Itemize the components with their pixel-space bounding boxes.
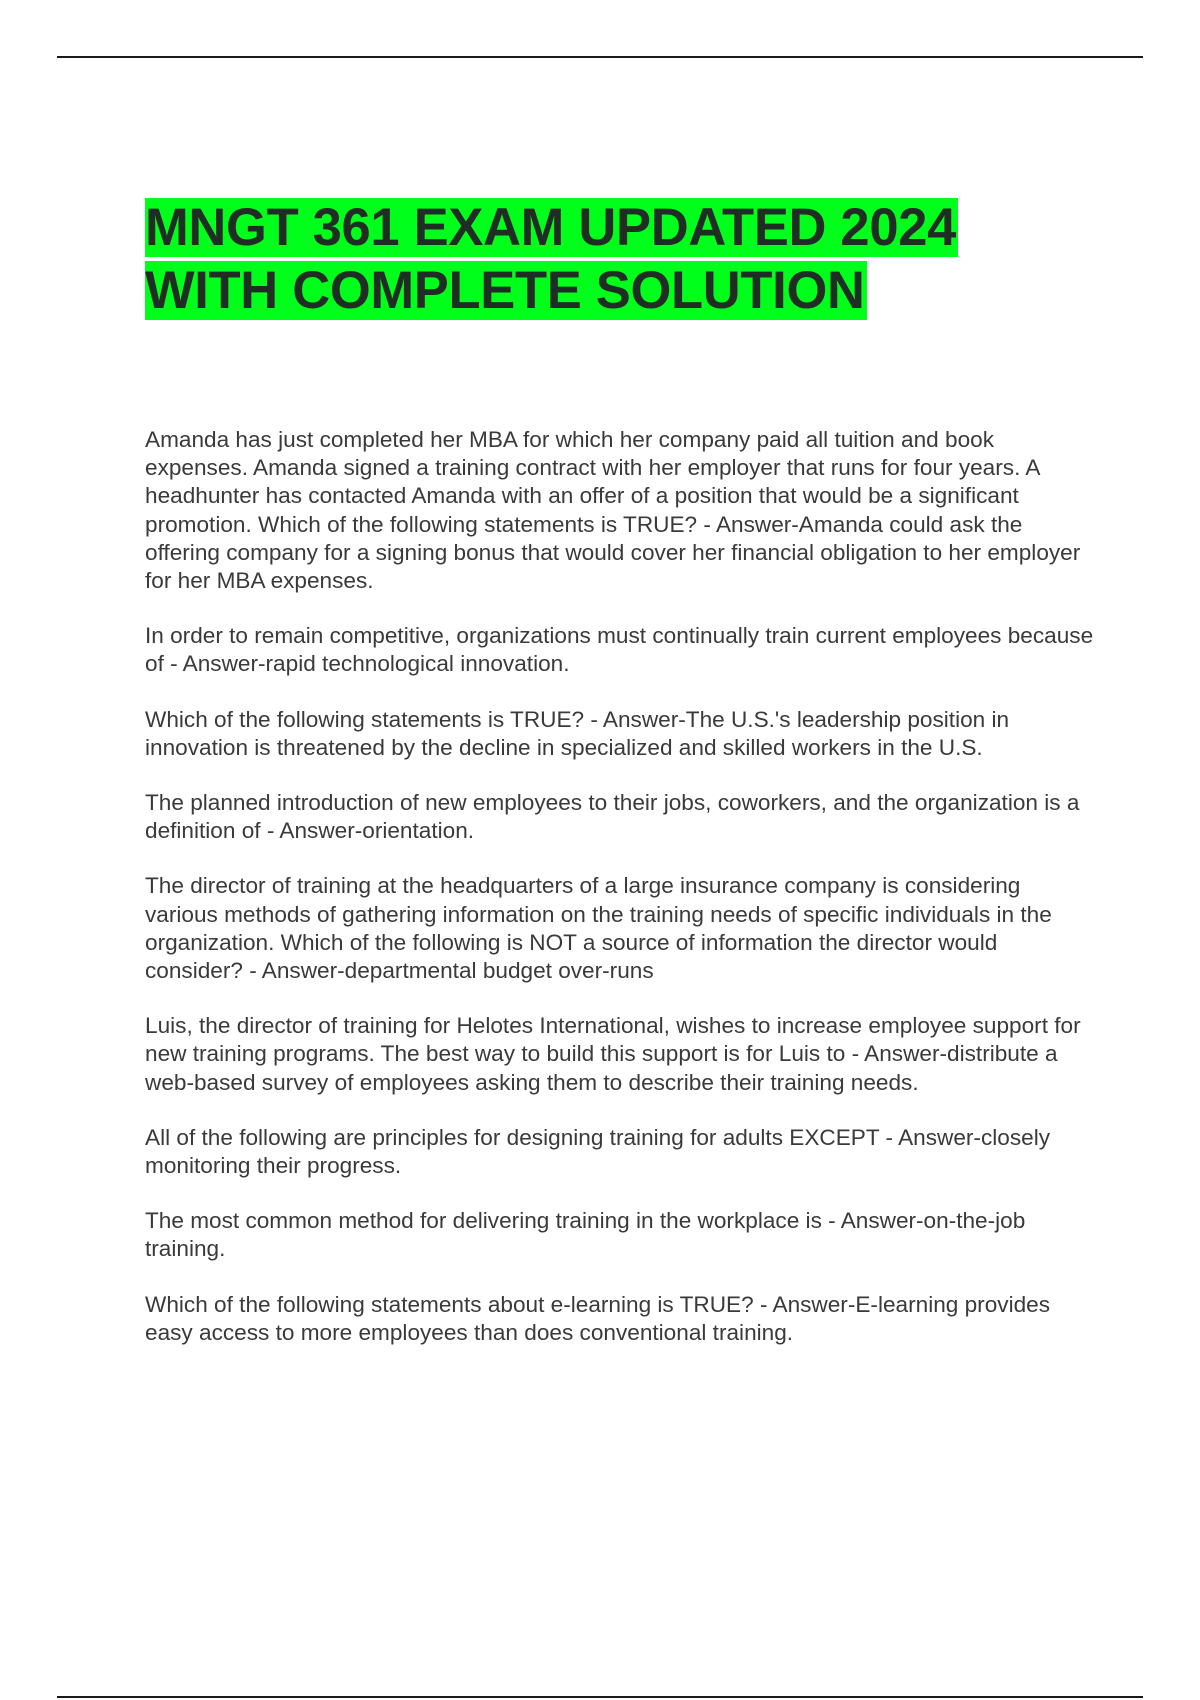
qa-paragraph: All of the following are principles for designing training for adults EXCEPT - Answer-closely monitoring their progress. [145, 1124, 1051, 1179]
qa-list [145, 426, 1095, 1347]
top-rule [57, 56, 1143, 58]
qa-paragraph: Luis, the director of training for Helotes International, wishes to increase employee support for new training programs. The best way to build this support is for Luis to - Answer-distribute a web-based survey of employees asking them to describe their training needs. [145, 1013, 1081, 1095]
qa-paragraph: In order to remain competitive, organizations must continually train current employees because of - Answer-rapid technological innovation. [145, 623, 1094, 677]
document-body [145, 196, 1095, 1374]
qa-paragraph: Amanda has just completed her MBA for which her company paid all tuition and book expenses. Amanda signed a training contract with her employer that runs for four years. A headhunter has contacted Amanda with an offer of a position that would be a significant promotion. Which of the following statements is TRUE? - Answer-Amanda could ask the offering company for a signing bonus that would cover her financial obligation to her employer for her MBA expenses. [145, 427, 1081, 594]
bottom-rule [57, 1696, 1143, 1698]
title-line-2: WITH COMPLETE SOLUTION [145, 261, 865, 320]
qa-paragraph: Which of the following statements is TRUE? - Answer-The U.S.'s leadership position in innovation is threatened by the decline in specialized and skilled workers in the U.S. [145, 706, 1010, 760]
qa-paragraph: The director of training at the headquarters of a large insurance company is considering various methods of gathering information on the training needs of specific individuals in the organization. Which of the following is NOT a source of information the director would consider? - Answer-departmental budget over-runs [145, 873, 1052, 984]
document-title [145, 196, 1095, 322]
qa-paragraph: The most common method for delivering training in the workplace is - Answer-on-the-job training. [145, 1208, 1026, 1262]
qa-paragraph: The planned introduction of new employees to their jobs, coworkers, and the organization is a definition of - Answer-orientation. [145, 790, 1080, 844]
qa-paragraph: Which of the following statements about e-learning is TRUE? - Answer-E-learning provides easy access to more employees than does conventional training. [145, 1291, 1051, 1345]
title-line-1: MNGT 361 EXAM UPDATED 2024 [145, 198, 957, 257]
